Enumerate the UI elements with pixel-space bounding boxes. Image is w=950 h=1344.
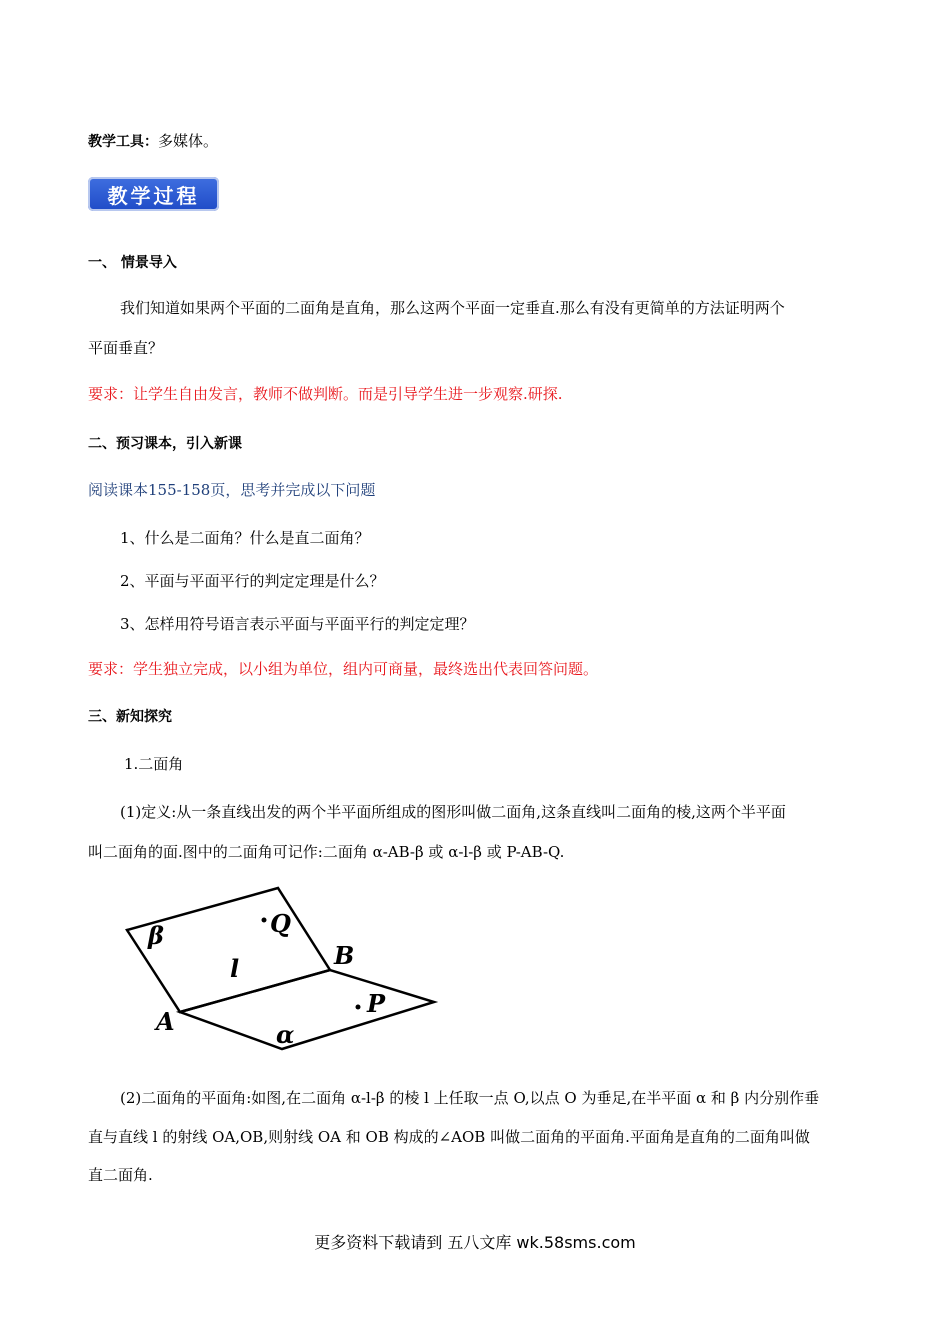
plane-angle-line2: 直与直线 l 的射线 OA,OB,则射线 OA 和 OB 构成的∠AOB 叫做二面角的平面角.平面角是直角的二面角叫做 (88, 1128, 810, 1146)
section2-requirement: 要求：学生独立完成，以小组为单位，组内可商量，最终选出代表回答问题。 (88, 660, 599, 678)
plane-angle-line1: (2)二面角的平面角:如图,在二面角 α-l-β 的棱 l 上任取一点 O,以点 O 为垂足,在半平面 α 和 β 内分别作垂 (120, 1089, 820, 1107)
question-item: 3、怎样用符号语言表示平面与平面平行的判定定理？ (120, 615, 475, 633)
label-l: l (230, 954, 240, 983)
half-plane-beta (127, 888, 330, 1012)
section1-requirement: 要求：让学生自由发言，教师不做判断。而是引导学生进一步观察.研探. (88, 385, 563, 403)
label-p: P (367, 989, 386, 1018)
plane-angle-line3: 直二面角. (88, 1166, 153, 1184)
question-item: 1、什么是二面角？什么是直二面角？ (120, 529, 370, 547)
section3-heading: 三、新知探究 (88, 709, 172, 725)
subsection-dihedral-angle: 1.二面角 (124, 755, 184, 773)
half-plane-alpha (180, 970, 434, 1049)
label-alpha: α (276, 1020, 295, 1049)
label-beta: β (148, 921, 164, 950)
question-item: 2、平面与平面平行的判定定理是什么？ (120, 572, 385, 590)
teaching-tools (88, 131, 218, 152)
label-a: A (156, 1007, 175, 1036)
label-b: B (334, 941, 355, 970)
section1-paragraph-line2: 平面垂直？ (88, 339, 164, 357)
footer-download-link[interactable]: 更多资料下载请到 五八文库 wk.58sms.com (314, 1233, 636, 1252)
section1-paragraph-line1: 我们知道如果两个平面的二面角是直角，那么这两个平面一定垂直.那么有没有更简单的方法证明两个 (120, 299, 785, 317)
teaching-process-banner: 教学过程 (88, 177, 219, 211)
definition-line2: 叫二面角的面.图中的二面角可记作:二面角 α-AB-β 或 α-l-β 或 P-AB-Q. (88, 843, 565, 861)
reading-instruction: 阅读课本155-158页，思考并完成以下问题 (88, 481, 376, 499)
label-q: Q (270, 909, 291, 938)
point-q-dot (262, 918, 267, 923)
point-p-dot (356, 1005, 361, 1010)
tools-label: 教学工具： (88, 134, 158, 150)
dihedral-angle-diagram (120, 880, 450, 1055)
section1-heading: 一、 情景导入 (88, 255, 177, 271)
tools-value: 多媒体。 (158, 132, 219, 150)
section2-heading: 二、预习课本，引入新课 (88, 436, 242, 452)
definition-line1: (1)定义:从一条直线出发的两个半平面所组成的图形叫做二面角,这条直线叫二面角的棱,这两个半平面 (120, 803, 786, 821)
